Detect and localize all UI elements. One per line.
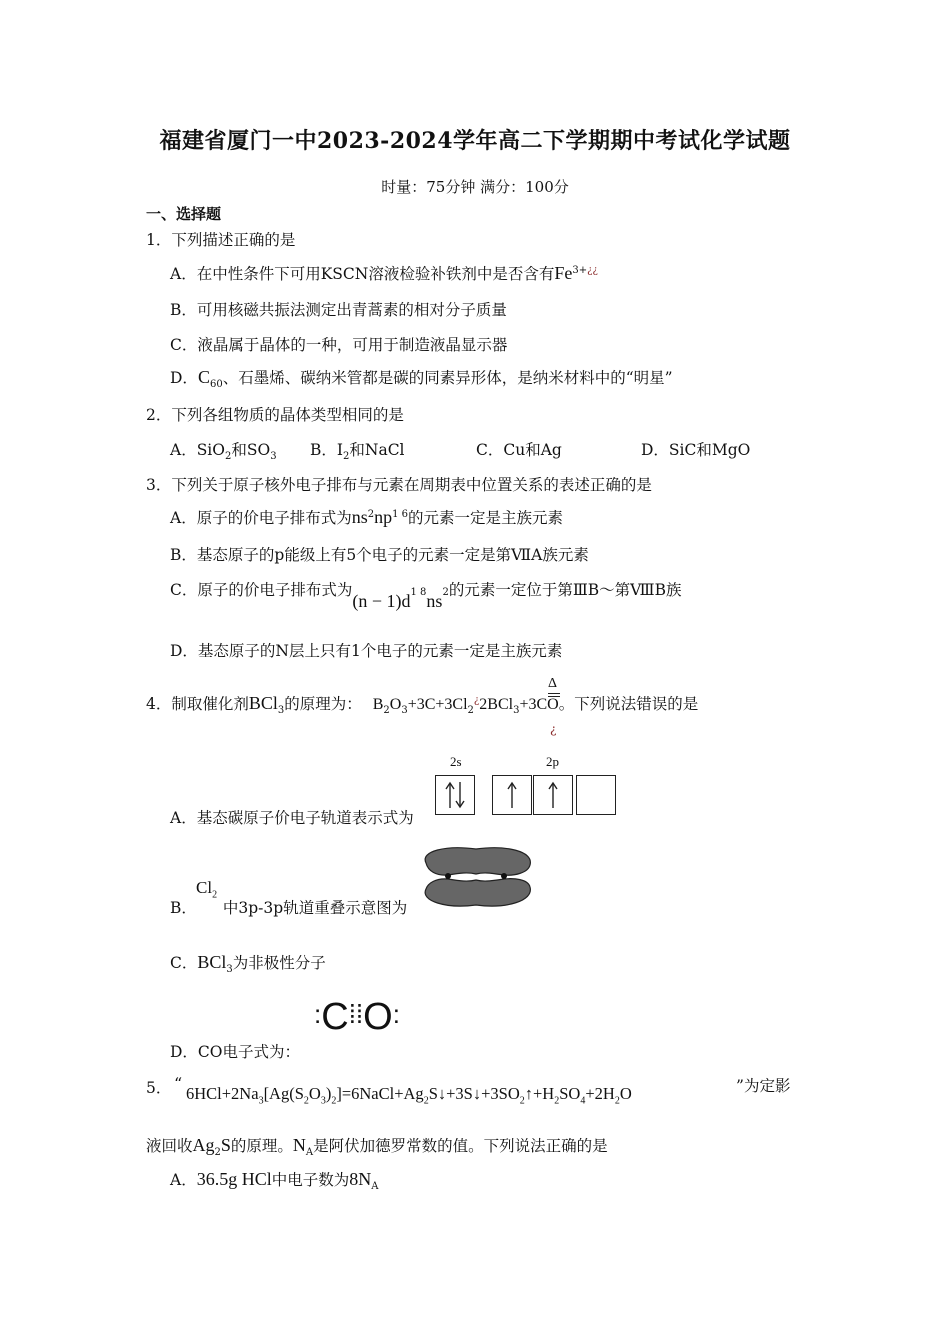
question-2-option-b: B．$I_2$和NaCl bbox=[310, 441, 405, 463]
question-4-option-c: C．BCl$_3$为非极性分子 bbox=[170, 952, 326, 976]
question-4-option-d: D．CO电子式为： bbox=[170, 1043, 300, 1061]
up-arrow-icon bbox=[493, 776, 531, 814]
question-3-option-b: B．基态原子的p能级上有5个电子的元素一定是第ⅦA族元素 bbox=[170, 546, 589, 564]
question-2-stem: 2．下列各组物质的晶体类型相同的是 bbox=[146, 406, 404, 424]
question-1-option-a: A．在中性条件下可用KSCN溶液检验补铁剂中是否含有$Fe^{3+¿¿}$ bbox=[170, 263, 598, 283]
triple-bond-dots: ⁞⁞ bbox=[348, 999, 364, 1029]
question-5-tail: ”为定影 bbox=[736, 1077, 791, 1095]
heat-symbol: Δ bbox=[548, 676, 558, 691]
orbital-box-2p-1 bbox=[492, 775, 532, 815]
up-arrow-icon bbox=[534, 776, 572, 814]
question-5-number: 5． bbox=[146, 1079, 172, 1097]
question-4-option-a: A．基态碳原子价电子轨道表示式为 bbox=[170, 809, 414, 827]
question-1-option-c: C．液晶属于晶体的一种，可用于制造液晶显示器 bbox=[170, 336, 508, 354]
question-2-option-d: D．SiC和MgO bbox=[641, 441, 751, 459]
paired-electron-arrows-icon bbox=[436, 776, 474, 814]
question-5-equation: $6HCl+2Na_3[Ag(S_2O_3)_2]=6NaCl+Ag_2S↓+3S↓+3SO_2↑+H_2SO_4+2H_2O$ bbox=[186, 1084, 632, 1107]
question-2-option-a: A．SiO$_2$和$SO_3$ bbox=[170, 441, 277, 463]
orbital-label-2s: 2s bbox=[450, 754, 462, 769]
question-5-option-a: A．36.5g HCl中电子数为$8N_A$ bbox=[170, 1169, 379, 1193]
question-2-option-c: C．Cu和Ag bbox=[476, 441, 562, 459]
page-title: 福建省厦门一中2023-2024学年高二下学期期中考试化学试题 bbox=[159, 128, 791, 154]
question-1-stem: 1．下列描述正确的是 bbox=[146, 231, 296, 249]
question-4-stem: 4．制取催化剂BCl$_3$的原理为： $B_2O_3+3C+3Cl_2^¿2BCl_3+3CO$。下列说法错误的是 bbox=[146, 693, 699, 717]
equation-arrow-line-top bbox=[548, 693, 560, 694]
lone-pair-dots: : bbox=[314, 999, 322, 1029]
question-1-option-b: B．可用核磁共振法测定出青蒿素的相对分子质量 bbox=[170, 301, 507, 319]
question-1-option-d: D．$C_{60}$、石墨烯、碳纳米管都是碳的同素异形体，是纳米材料中的“明星” bbox=[170, 367, 673, 391]
orbital-box-2s bbox=[435, 775, 475, 815]
co-lewis-structure: :C⁞⁞O: bbox=[314, 996, 400, 1038]
question-5-quote-open: “ bbox=[174, 1074, 183, 1093]
section-heading: 一、选择题 bbox=[146, 205, 222, 223]
orbital-box-2p-2 bbox=[533, 775, 573, 815]
orbital-box-2p-3 bbox=[576, 775, 616, 815]
garbled-char: ¿ bbox=[550, 722, 557, 736]
p-orbital-overlap-diagram bbox=[418, 843, 536, 911]
equation-arrow-line-bottom bbox=[548, 696, 560, 697]
question-5-line-2: 液回收$Ag_2S$的原理。$N_A$是阿伏加德罗常数的值。下列说法正确的是 bbox=[146, 1135, 608, 1159]
question-4-option-b: B． 中3p-3p轨道重叠示意图为 bbox=[170, 899, 408, 917]
lone-pair-dots: : bbox=[392, 999, 400, 1029]
question-3-option-a: A．原子的价电子排布式为$ns^2np^{1 6}$的元素一定是主族元素 bbox=[170, 507, 564, 527]
question-3-option-c: C．原子的价电子排布式为$(n - 1)d^{1 8}ns^2$的元素一定位于第ⅢB～第ⅧB族 bbox=[170, 581, 682, 611]
question-3-stem: 3．下列关于原子核外电子排布与元素在周期表中位置关系的表述正确的是 bbox=[146, 476, 652, 494]
exam-info: 时量：75分钟 满分：100分 bbox=[381, 178, 569, 196]
question-4-option-b-formula: $Cl_2$ bbox=[196, 878, 218, 901]
question-3-option-d: D．基态原子的N层上只有1个电子的元素一定是主族元素 bbox=[170, 642, 563, 660]
orbital-label-2p: 2p bbox=[546, 754, 559, 769]
